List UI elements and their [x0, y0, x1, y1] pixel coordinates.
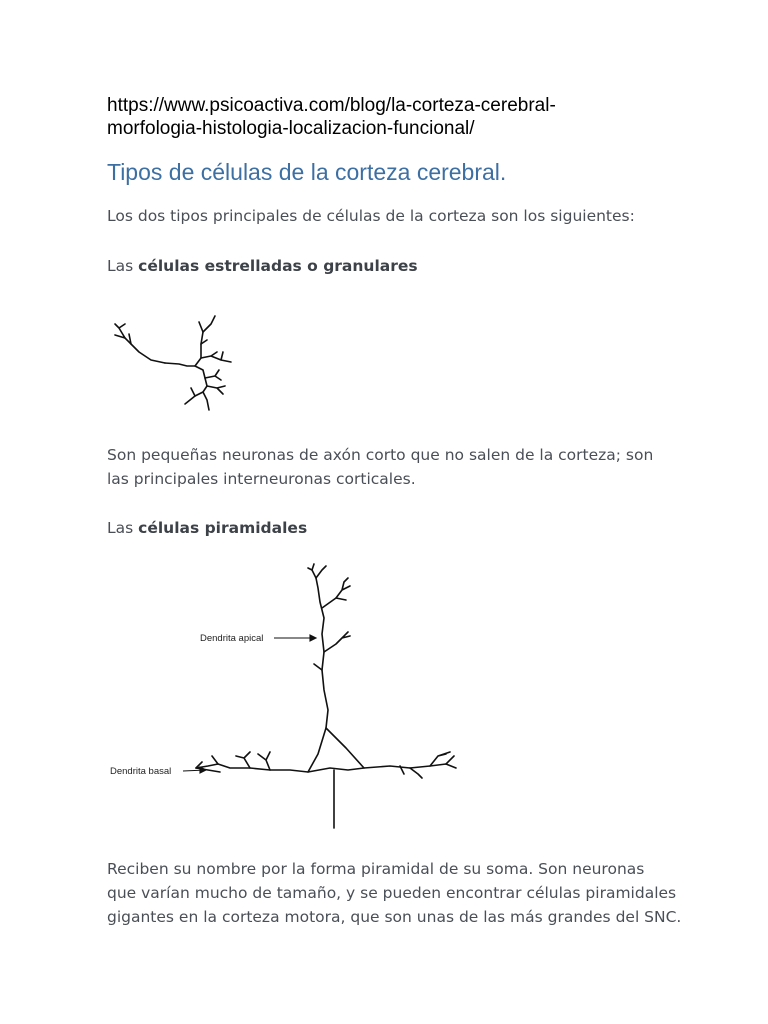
pyramidal-subheading	[107, 516, 307, 540]
pyramidal-description	[107, 857, 681, 929]
section-heading-text: Tipos de células de la corteza cerebral	[107, 159, 500, 185]
source-url-line-2: morfologia-histologia-localizacion-funcional/	[107, 118, 475, 139]
pyramidal-cell-illustration	[100, 560, 470, 835]
intro-paragraph: Los dos tipos principales de células de la corteza son los siguientes:	[107, 207, 635, 225]
stellate-prefix: Las	[107, 257, 139, 275]
pyramidal-prefix: Las	[107, 519, 139, 537]
pyramidal-desc-line-1: Reciben su nombre por la forma piramidal de su soma. Son neuronas	[107, 860, 645, 878]
pyramidal-desc-line-2: que varían mucho de tamaño, y se pueden encontrar células piramidales	[107, 884, 677, 902]
stellate-desc-line-1: Son pequeñas neuronas de axón corto que no salen de la corteza; son	[107, 446, 654, 464]
source-url[interactable]	[107, 94, 667, 140]
pyramidal-desc-line-3: gigantes en la corteza motora, que son unas de las más grandes del SNC.	[107, 908, 682, 926]
stellate-subheading	[107, 254, 418, 278]
section-heading-period: .	[499, 159, 507, 185]
label-basal-dendrite: Dendrita basal	[110, 766, 172, 777]
stellate-desc-line-2: las principales interneuronas corticales.	[107, 470, 416, 488]
section-heading	[107, 158, 506, 186]
stellate-description	[107, 443, 653, 491]
stellate-title: células estrelladas o granulares	[138, 257, 418, 275]
stellate-cell-illustration	[105, 308, 265, 418]
source-url-line-1: https://www.psicoactiva.com/blog/la-corteza-cerebral-	[107, 95, 556, 116]
label-apical-dendrite: Dendrita apical	[200, 633, 264, 644]
pyramidal-title: células piramidales	[138, 519, 308, 537]
